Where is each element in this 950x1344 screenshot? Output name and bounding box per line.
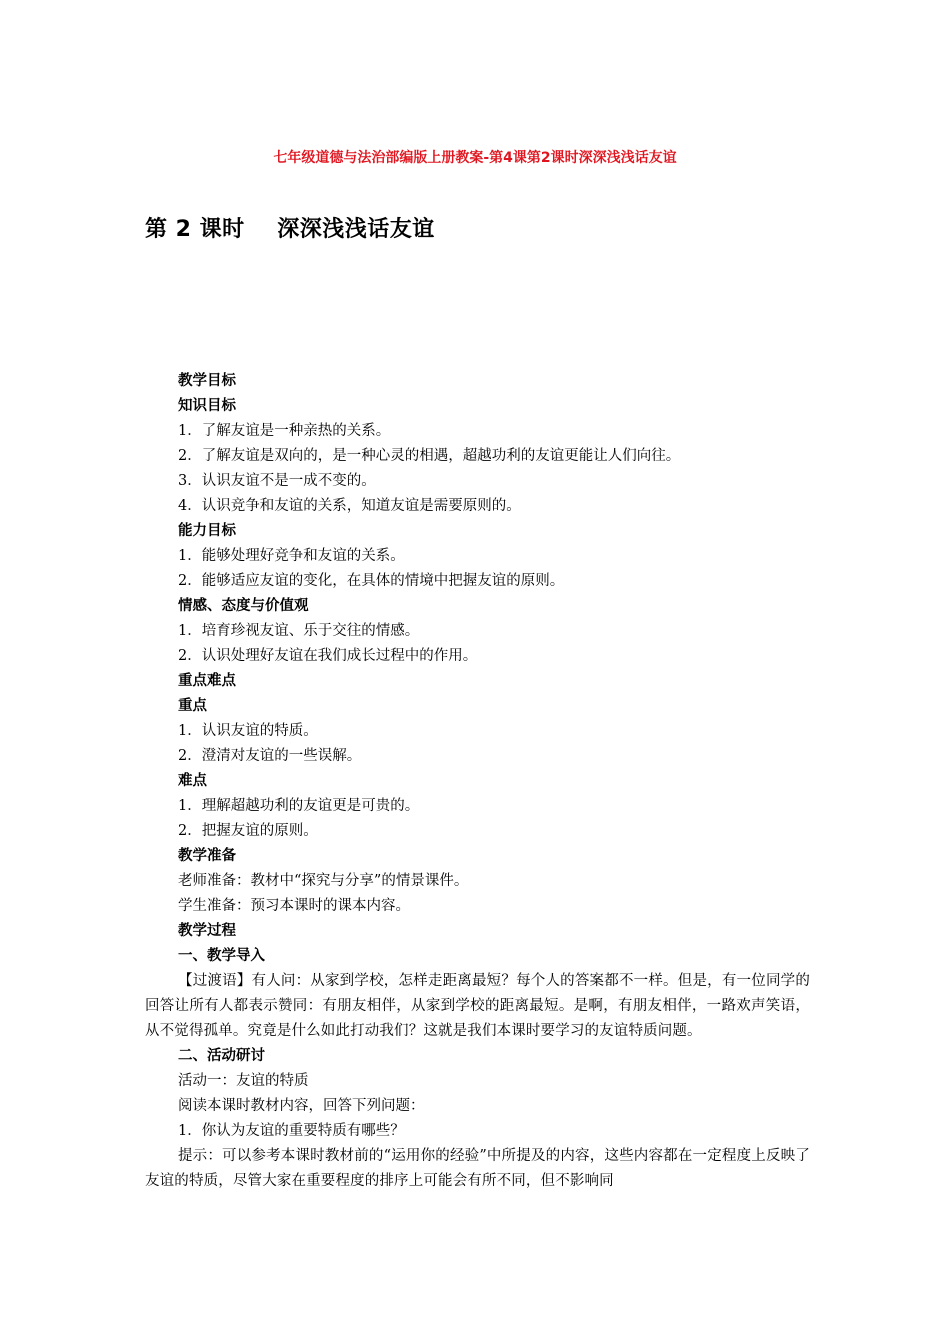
list-item: 1．能够处理好竞争和友谊的关系。 <box>178 548 405 564</box>
subheading-difficult-points: 难点 <box>178 773 207 789</box>
list-item: 2．能够适应友谊的变化，在具体的情境中把握友谊的原则。 <box>178 573 565 589</box>
lesson-title: 第 2 课时 深深浅浅话友谊 <box>145 217 435 242</box>
read-instruction: 阅读本课时教材内容，回答下列问题： <box>178 1098 425 1114</box>
section-heading-preparation: 教学准备 <box>178 848 236 864</box>
subheading-knowledge-goals: 知识目标 <box>178 398 236 414</box>
hint-paragraph: 提示：可以参考本课时教材前的“运用你的经验”中所提及的内容，这些内容都在一定程度上反映了友谊的特质，尽管大家在重要程度的排序上可能会有所不同，但不影响同 <box>145 1148 810 1189</box>
subheading-key-points: 重点 <box>178 698 207 714</box>
list-item: 2．认识处理好友谊在我们成长过程中的作用。 <box>178 648 478 664</box>
section-heading-key-difficult: 重点难点 <box>178 673 236 689</box>
list-item: 4．认识竞争和友谊的关系，知道友谊是需要原则的。 <box>178 498 521 514</box>
list-item: 1．理解超越功利的友谊更是可贵的。 <box>178 798 420 814</box>
list-item: 1．了解友谊是一种亲热的关系。 <box>178 423 391 439</box>
list-item: 1．培育珍视友谊、乐于交往的情感。 <box>178 623 420 639</box>
list-item: 2．了解友谊是双向的，是一种心灵的相遇，超越功利的友谊更能让人们向往。 <box>178 448 681 464</box>
subheading-ability-goals: 能力目标 <box>178 523 236 539</box>
list-item: 2．澄清对友谊的一些误解。 <box>178 748 362 764</box>
document-body <box>145 369 810 1194</box>
list-item: 2．把握友谊的原则。 <box>178 823 318 839</box>
section-heading-process: 教学过程 <box>178 923 236 939</box>
list-item: 1．认识友谊的特质。 <box>178 723 318 739</box>
activity-one-title: 活动一：友谊的特质 <box>178 1073 309 1089</box>
subheading-activity-discussion: 二、活动研讨 <box>178 1048 265 1064</box>
teacher-preparation: 老师准备：教材中“探究与分享”的情景课件。 <box>178 873 469 889</box>
student-preparation: 学生准备：预习本课时的课本内容。 <box>178 898 410 914</box>
subheading-emotion-goals: 情感、态度与价值观 <box>178 598 309 614</box>
document-header-title: 七年级道德与法治部编版上册教案-第4课第2课时深深浅浅话友谊 <box>273 150 677 166</box>
question-item: 1．你认为友谊的重要特质有哪些？ <box>178 1123 405 1139</box>
section-heading-teaching-goals: 教学目标 <box>178 373 236 389</box>
list-item: 3．认识友谊不是一成不变的。 <box>178 473 376 489</box>
intro-paragraph: 【过渡语】有人问：从家到学校，怎样走距离最短？每个人的答案都不一样。但是，有一位同学的回答让所有人都表示赞同：有朋友相伴，从家到学校的距离最短。是啊，有朋友相伴，一路欢声笑语，从不觉得孤单。究竟是什么如此打动我们？这就是我们本课时要学习的友谊特质问题。 <box>145 973 810 1039</box>
subheading-teaching-intro: 一、教学导入 <box>178 948 265 964</box>
